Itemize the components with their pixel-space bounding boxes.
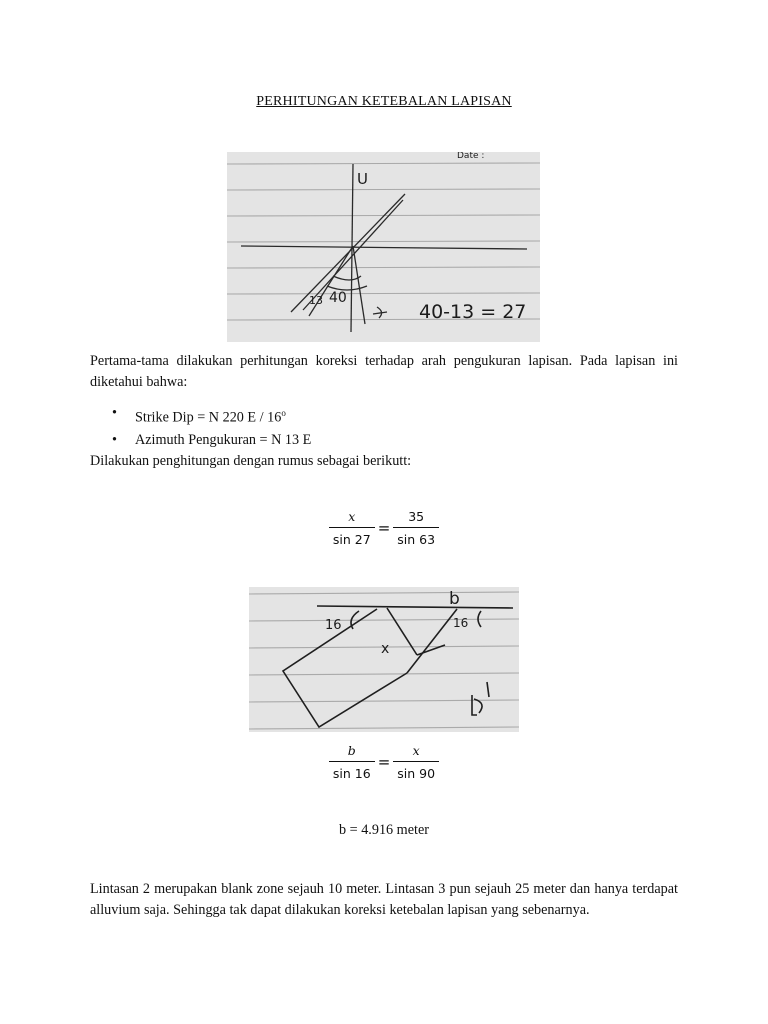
sketch-photo-thickness xyxy=(249,587,519,732)
result-text: b = 4.916 meter xyxy=(339,822,429,838)
fraction-left: $\frac{x}{\sin 27}$ xyxy=(329,509,375,547)
given-list xyxy=(110,402,311,451)
fraction-left: $\frac{b}{\sin 16}$ xyxy=(329,743,375,781)
list-item: • Strike Dip = N 220 E / 16$^o$ xyxy=(110,402,311,429)
equation-1: $\frac{x}{\sin 27}$ = $\frac{35}{\sin 63}$ xyxy=(0,509,768,547)
fraction-right: $\frac{x}{\sin 90}$ xyxy=(393,743,439,781)
page-title: PERHITUNGAN KETEBALAN LAPISAN xyxy=(256,94,512,109)
bullet-icon: • xyxy=(112,405,117,421)
paragraph-formula-intro: Dilakukan penghitungan dengan rumus sebagai berikutt: xyxy=(90,453,412,469)
equation-2: $\frac{b}{\sin 16}$ = $\frac{x}{\sin 90}$ xyxy=(0,743,768,781)
x-label: x xyxy=(381,641,390,657)
angle-13-label: 13 xyxy=(309,294,323,307)
calc-label: 40-13 = 27 xyxy=(419,301,527,323)
angle-16-left-label: 16 xyxy=(325,618,342,633)
angle-16-right-label: 16 xyxy=(453,616,469,630)
angle-40-label: 40 xyxy=(329,290,347,306)
fraction-right: $\frac{35}{\sin 63}$ xyxy=(393,509,439,547)
date-label: Date : xyxy=(457,152,485,161)
north-label: U xyxy=(357,170,368,188)
bullet-icon: • xyxy=(112,431,117,448)
paragraph-conclusion: Lintasan 2 merupakan blank zone sejauh 10 meter. Lintasan 3 pun sejauh 25 meter dan hanya terdapat alluvium saja. Sehingga tak dapat dilakukan koreksi ketebalan lapisan yang sebenarnya. xyxy=(90,881,678,918)
list-item: • Azimuth Pengukuran = N 13 E xyxy=(110,429,311,451)
paragraph-intro: Pertama-tama dilakukan perhitungan koreksi terhadap arah pengukuran lapisan. Pada lapisan ini diketahui bahwa: xyxy=(90,353,678,390)
sketch-photo-strike-dip xyxy=(227,152,540,342)
b-label: b xyxy=(449,589,460,609)
